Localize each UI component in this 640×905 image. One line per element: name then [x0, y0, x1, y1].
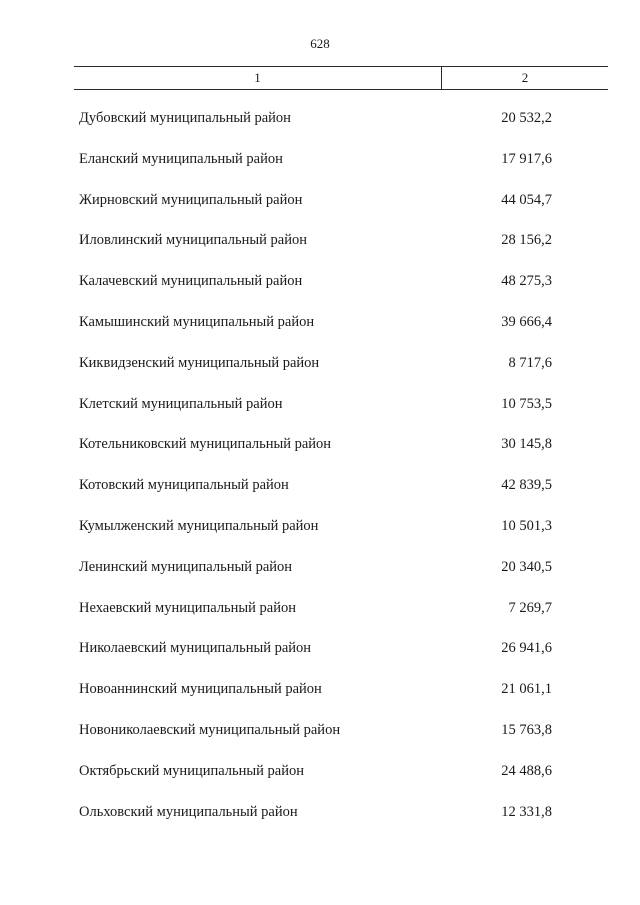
district-name: Новониколаевский муниципальный район — [79, 721, 341, 738]
district-value: 44 054,7 — [501, 191, 552, 208]
district-value: 26 941,6 — [501, 640, 552, 657]
district-value: 28 156,2 — [501, 232, 552, 249]
table-row — [0, 679, 640, 720]
district-name: Иловлинский муниципальный район — [79, 232, 307, 249]
column-header-1: 1 — [74, 67, 442, 89]
district-name: Камышинский муниципальный район — [79, 313, 315, 330]
table-row — [0, 190, 640, 231]
district-name: Кумылженский муниципальный район — [79, 517, 319, 534]
district-name: Жирновский муниципальный район — [79, 191, 303, 208]
district-value: 42 839,5 — [501, 477, 552, 494]
table-row — [0, 394, 640, 435]
district-value: 12 331,8 — [501, 803, 552, 820]
table-row — [0, 638, 640, 679]
district-name: Киквидзенский муниципальный район — [79, 354, 320, 371]
table-row — [0, 516, 640, 557]
table-row — [0, 720, 640, 761]
table-row — [0, 761, 640, 802]
table-row — [0, 557, 640, 598]
district-name: Еланский муниципальный район — [79, 150, 283, 167]
table-row — [0, 802, 640, 843]
table-row — [0, 149, 640, 190]
district-name: Октябрьский муниципальный район — [79, 762, 304, 779]
column-header-2: 2 — [521, 70, 529, 85]
district-value: 17 917,6 — [501, 150, 552, 167]
district-name: Новоаннинский муниципальный район — [79, 681, 322, 698]
district-name: Калачевский муниципальный район — [79, 273, 303, 290]
district-value: 24 488,6 — [501, 762, 552, 779]
district-value: 39 666,4 — [501, 313, 552, 330]
district-value: 15 763,8 — [501, 721, 552, 738]
page-number: 628 — [310, 36, 330, 51]
table-row — [0, 475, 640, 516]
district-name: Котовский муниципальный район — [79, 477, 289, 494]
district-value: 10 501,3 — [501, 517, 552, 534]
district-value: 48 275,3 — [501, 273, 552, 290]
table-row — [0, 598, 640, 639]
district-name: Ленинский муниципальный район — [79, 558, 293, 575]
table-row — [0, 108, 640, 149]
district-value: 21 061,1 — [501, 681, 552, 698]
district-name: Николаевский муниципальный район — [79, 640, 312, 657]
district-value: 20 532,2 — [501, 110, 552, 126]
table-body — [0, 108, 640, 842]
table-row — [0, 312, 640, 353]
district-value: 10 753,5 — [501, 395, 552, 412]
district-name: Дубовский муниципальный район — [79, 110, 291, 126]
district-value: 30 145,8 — [501, 436, 552, 453]
district-name: Нехаевский муниципальный район — [79, 599, 297, 616]
district-value: 7 269,7 — [508, 599, 552, 616]
district-name: Клетский муниципальный район — [79, 395, 283, 412]
table-header — [74, 66, 608, 90]
table-row — [0, 271, 640, 312]
district-value: 20 340,5 — [501, 558, 552, 575]
district-name: Ольховский муниципальный район — [79, 803, 298, 820]
table-row — [0, 434, 640, 475]
table-row — [0, 230, 640, 271]
district-value: 8 717,6 — [508, 354, 552, 371]
table-row — [0, 353, 640, 394]
district-name: Котельниковский муниципальный район — [79, 436, 332, 453]
